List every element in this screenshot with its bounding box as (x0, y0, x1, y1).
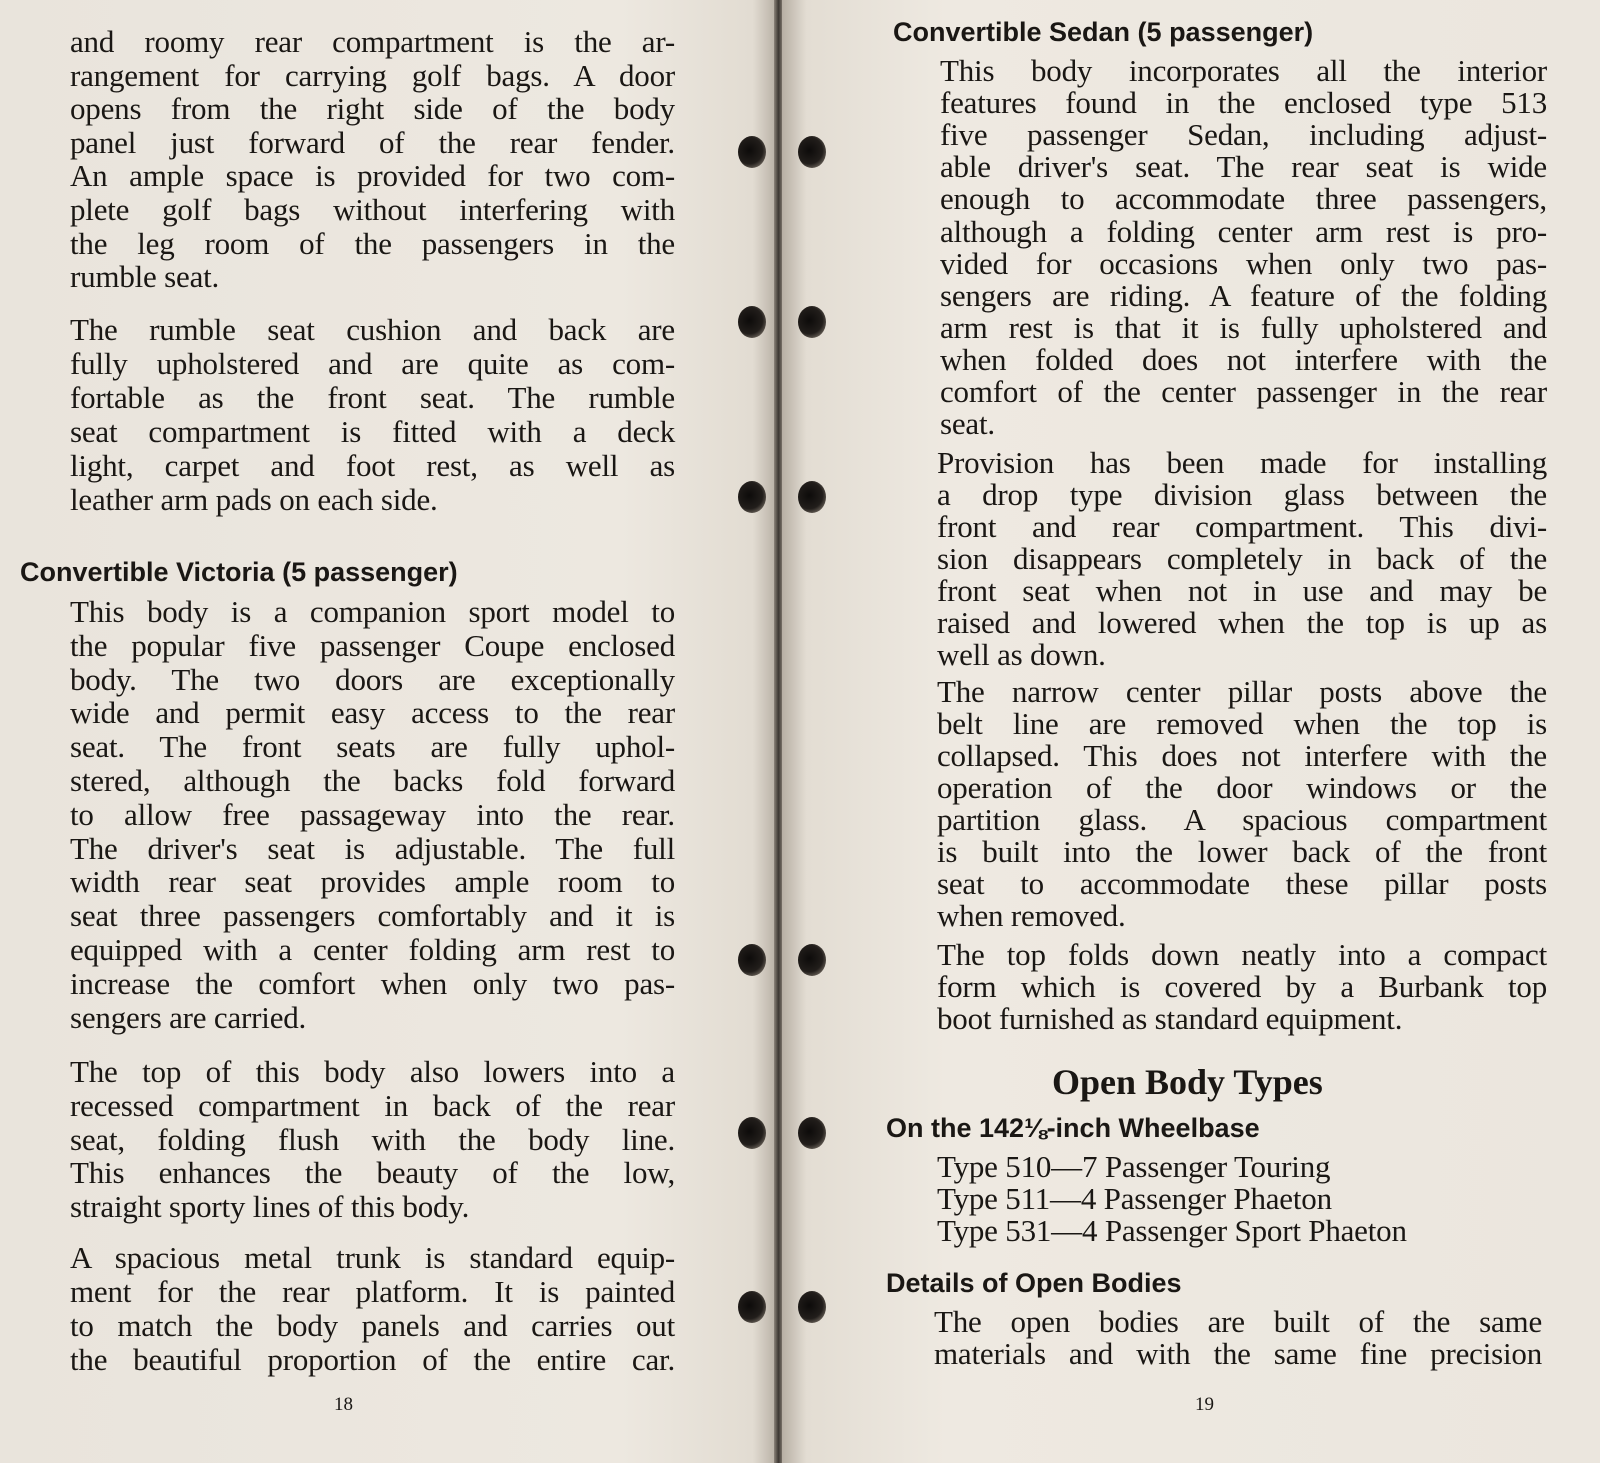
text-line: equipped with a center folding arm rest to (70, 932, 675, 967)
binder-punch-hole-icon (738, 1291, 766, 1323)
text-line: This body is a companion sport model to (70, 594, 675, 629)
text-line: rangement for carrying golf bags. A door (70, 57, 675, 93)
binder-punch-hole-icon (798, 481, 826, 513)
text-line: plete golf bags without interfering with (70, 192, 675, 227)
text-line: belt line are removed when the top is (937, 706, 1547, 741)
text-line: Provision has been made for installing (937, 445, 1547, 480)
text-line: This enhances the beauty of the low, (70, 1155, 675, 1191)
section-heading-convertible-sedan: Convertible Sedan (5 passenger) (893, 17, 1314, 47)
text-line: ment for the rear platform. It is painted (70, 1274, 675, 1309)
binder-punch-hole-icon (738, 1117, 766, 1149)
binder-punch-hole-icon (738, 136, 766, 168)
binder-punch-hole-icon (798, 1291, 826, 1323)
text-line: materials and with the same fine precision (934, 1336, 1542, 1371)
text-line: vided for occasions when only two pas- (940, 245, 1547, 281)
section-heading-convertible-victoria: Convertible Victoria (5 passenger) (20, 557, 458, 587)
text-line: front seat when not in use and may be (937, 573, 1547, 608)
text-line: increase the comfort when only two pas- (70, 965, 675, 1001)
text-line: to allow free passageway into the rear. (70, 796, 675, 832)
text-line: enough to accommodate three passengers, (940, 181, 1547, 217)
text-line: sengers are carried. (70, 999, 307, 1035)
text-line: leather arm pads on each side. (70, 481, 438, 517)
text-line: a drop type division glass between the (937, 477, 1547, 512)
text-line: The open bodies are built of the same (934, 1304, 1542, 1339)
text-line: The driver's seat is adjustable. The full (70, 830, 675, 866)
text-line: This body incorporates all the interior (940, 53, 1547, 88)
text-line: collapsed. This does not interfere with the (937, 738, 1547, 773)
text-line: seat three passengers comfortably and it is (70, 898, 675, 934)
right-page (782, 0, 1600, 1463)
left-page (0, 0, 776, 1463)
section-heading-wheelbase: On the 142⅛-inch Wheelbase (886, 1113, 1260, 1143)
text-line: seat, folding flush with the body line. (70, 1121, 675, 1157)
text-line: boot furnished as standard equipment. (937, 1001, 1403, 1036)
text-line: operation of the door windows or the (937, 770, 1547, 805)
text-line: The rumble seat cushion and back are (70, 312, 675, 347)
text-line: straight sporty lines of this body. (70, 1189, 470, 1225)
text-line: when removed. (937, 898, 1126, 933)
binder-punch-hole-icon (798, 306, 826, 338)
text-line: is built into the lower back of the front (937, 834, 1547, 869)
text-line: Type 511—4 Passenger Phaeton (937, 1181, 1332, 1216)
page-number: 18 (334, 1394, 353, 1415)
section-title-open-body-types: Open Body Types (1052, 1062, 1323, 1102)
text-line: recessed compartment in back of the rear (70, 1087, 675, 1123)
text-line: seat to accommodate these pillar posts (937, 866, 1547, 901)
text-line: although a folding center arm rest is pro- (940, 213, 1547, 249)
text-line: seat. The front seats are fully uphol- (70, 729, 675, 765)
text-line: body. The two doors are exceptionally (70, 661, 675, 697)
binder-punch-hole-icon (798, 136, 826, 168)
binder-punch-hole-icon (798, 944, 826, 976)
text-line: comfort of the center passenger in the rear (940, 374, 1547, 409)
text-line: form which is covered by a Burbank top (937, 969, 1547, 1004)
text-line: width rear seat provides ample room to (70, 864, 675, 900)
text-line: and roomy rear compartment is the ar- (70, 24, 675, 59)
text-line: five passenger Sedan, including adjust- (940, 117, 1547, 153)
binder-punch-hole-icon (738, 481, 766, 513)
text-line: arm rest is that it is fully upholstered and (940, 309, 1547, 345)
text-line: able driver's seat. The rear seat is wide (940, 149, 1547, 185)
text-line: wide and permit easy access to the rear (70, 695, 675, 731)
page-number: 19 (1195, 1394, 1214, 1415)
text-line: the popular five passenger Coupe enclosed (70, 627, 675, 663)
binder-punch-hole-icon (738, 944, 766, 976)
text-line: features found in the enclosed type 513 (940, 85, 1547, 121)
text-line: Type 531—4 Passenger Sport Phaeton (937, 1213, 1407, 1248)
binder-punch-hole-icon (798, 1117, 826, 1149)
text-line: when folded does not interfere with the (940, 341, 1547, 377)
text-line: to match the body panels and carries out (70, 1308, 675, 1343)
text-line: The narrow center pillar posts above the (937, 674, 1547, 709)
text-line: An ample space is provided for two com- (70, 158, 675, 194)
text-line: light, carpet and foot rest, as well as (70, 447, 675, 483)
binder-punch-hole-icon (738, 306, 766, 338)
text-line: The top of this body also lowers into a (70, 1054, 675, 1089)
text-line: well as down. (937, 637, 1106, 672)
text-line: stered, although the backs fold forward (70, 763, 675, 798)
text-line: The top folds down neatly into a compact (937, 937, 1547, 972)
text-line: front and rear compartment. This divi- (937, 509, 1547, 544)
text-line: rumble seat. (70, 259, 220, 295)
text-line: the beautiful proportion of the entire car. (70, 1342, 675, 1377)
text-line: raised and lowered when the top is up as (937, 605, 1547, 640)
text-line: fully upholstered and are quite as com- (70, 345, 675, 381)
text-line: sengers are riding. A feature of the folding (940, 277, 1547, 313)
text-line: the leg room of the passengers in the (70, 225, 675, 261)
text-line: seat. (940, 406, 995, 442)
text-line: partition glass. A spacious compartment (937, 802, 1547, 837)
text-line: A spacious metal trunk is standard equip- (70, 1240, 675, 1275)
text-line: opens from the right side of the body (70, 91, 675, 127)
text-line: sion disappears completely in back of the (937, 541, 1547, 576)
text-line: panel just forward of the rear fender. (70, 124, 675, 160)
section-heading-details-open-bodies: Details of Open Bodies (886, 1268, 1182, 1298)
text-line: Type 510—7 Passenger Touring (937, 1149, 1331, 1184)
text-line: fortable as the front seat. The rumble (70, 379, 675, 415)
text-line: seat compartment is fitted with a deck (70, 413, 675, 449)
